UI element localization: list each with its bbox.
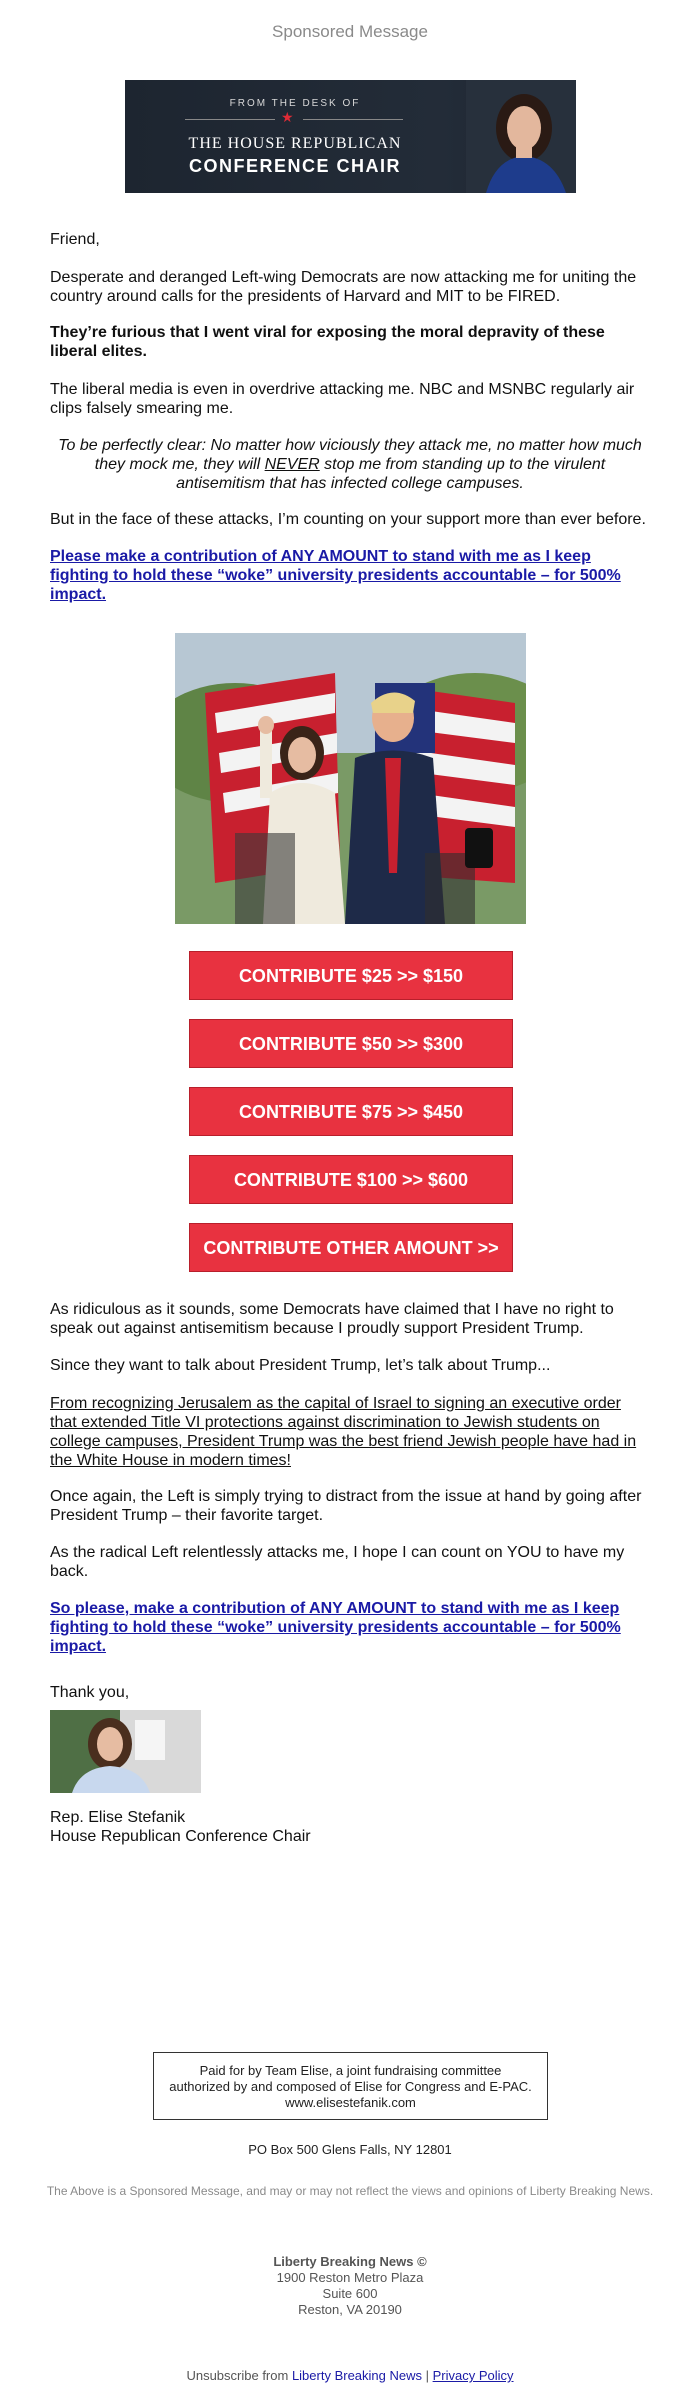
closing: Thank you, [50, 1684, 130, 1701]
never-emphasis: NEVER [264, 456, 320, 473]
banner-divider-right [303, 119, 403, 120]
signature-portrait-image [50, 1710, 201, 1793]
paragraph-4-part-b: stop me from standing up to the virulent antisemitism that has infected college campuses. [176, 456, 606, 492]
address-line-2: Suite 600 [322, 2286, 378, 2301]
unsubscribe-link[interactable]: Liberty Breaking News [291, 2368, 422, 2383]
paragraph-4-italic [55, 436, 645, 493]
address-line-3: Reston, VA 20190 [298, 2302, 402, 2317]
contribute-other-button[interactable]: CONTRIBUTE OTHER AMOUNT >> [189, 1223, 513, 1272]
contribute-link-2[interactable]: So please, make a contribution of ANY AMOUNT to stand with me as I keep fighting to hold these “woke” university presidents accountable – for 500% impact. [50, 1600, 621, 1655]
greeting: Friend, [50, 231, 100, 248]
sponsored-label: Sponsored Message [272, 22, 428, 41]
sponsored-disclaimer: The Above is a Sponsored Message, and may or may not reflect the views and opinions of Liberty Breaking News. [46, 2184, 654, 2198]
signature-title: House Republican Conference Chair [50, 1828, 311, 1845]
header-banner [125, 80, 576, 193]
paragraph-7: Since they want to talk about President Trump, let’s talk about Trump... [50, 1357, 551, 1374]
signature-name: Rep. Elise Stefanik [50, 1809, 186, 1826]
paragraph-3: The liberal media is even in overdrive attacking me. NBC and MSNBC regularly air clips falsely smearing me. [50, 381, 635, 417]
org-name: Liberty Breaking News © [273, 2254, 427, 2269]
paragraph-5: But in the face of these attacks, I’m counting on your support more than ever before. [50, 511, 646, 528]
trump-record-link[interactable]: From recognizing Jerusalem as the capital of Israel to signing an executive order that extended Title VI protections against discrimination to Jewish students on college campuses, President Trump was the best friend Jewish people have had in the White House in modern times! [50, 1395, 637, 1469]
privacy-policy-link[interactable]: Privacy Policy [432, 2368, 514, 2383]
paid-for-box: Paid for by Team Elise, a joint fundraising committee authorized by and composed of Elise for Congress and E-PAC. www.elisestefanik.com [153, 2052, 548, 2120]
unsubscribe-line [0, 2368, 700, 2383]
banner-portrait-image [466, 80, 576, 193]
banner-divider-left [185, 119, 275, 120]
banner-from-text: FROM THE DESK OF [229, 98, 361, 109]
contribute-link-1[interactable]: Please make a contribution of ANY AMOUNT to stand with me as I keep fighting to hold these “woke” university presidents accountable – for 500% impact. [50, 548, 621, 603]
paragraph-1: Desperate and deranged Left-wing Democrats are now attacking me for uniting the country around calls for the presidents of Harvard and MIT to be FIRED. [50, 269, 637, 305]
separator: | [422, 2368, 433, 2383]
address-line-1: 1900 Reston Metro Plaza [276, 2270, 424, 2285]
contribute-100-button[interactable]: CONTRIBUTE $100 >> $600 [189, 1155, 513, 1204]
paragraph-10: As the radical Left relentlessly attacks me, I hope I can count on YOU to have my back. [50, 1544, 625, 1580]
banner-chair-text: CONFERENCE CHAIR [188, 156, 401, 176]
unsubscribe-prefix: Unsubscribe from [186, 2368, 292, 2383]
paragraph-2-bold: They’re furious that I went viral for exposing the moral depravity of these liberal elites. [50, 324, 605, 360]
po-box-address: PO Box 500 Glens Falls, NY 12801 [248, 2142, 452, 2157]
contribute-50-button[interactable]: CONTRIBUTE $50 >> $300 [189, 1019, 513, 1068]
paragraph-6: As ridiculous as it sounds, some Democrats have claimed that I have no right to speak out against antisemitism because I proudly support President Trump. [50, 1301, 614, 1337]
paragraph-9: Once again, the Left is simply trying to distract from the issue at hand by going after President Trump – their favorite target. [50, 1488, 642, 1524]
contribute-75-button[interactable]: CONTRIBUTE $75 >> $450 [189, 1087, 513, 1136]
star-icon: ★ [281, 109, 294, 125]
banner-house-text: THE HOUSE REPUBLICAN [188, 135, 402, 152]
paragraph-4-part-a: To be perfectly clear: No matter how viciously they attack me, no matter how much they mock me, they will [58, 437, 642, 473]
footer-address [0, 2254, 700, 2318]
stefanik-trump-photo [175, 633, 526, 924]
contribute-25-button[interactable]: CONTRIBUTE $25 >> $150 [189, 951, 513, 1000]
